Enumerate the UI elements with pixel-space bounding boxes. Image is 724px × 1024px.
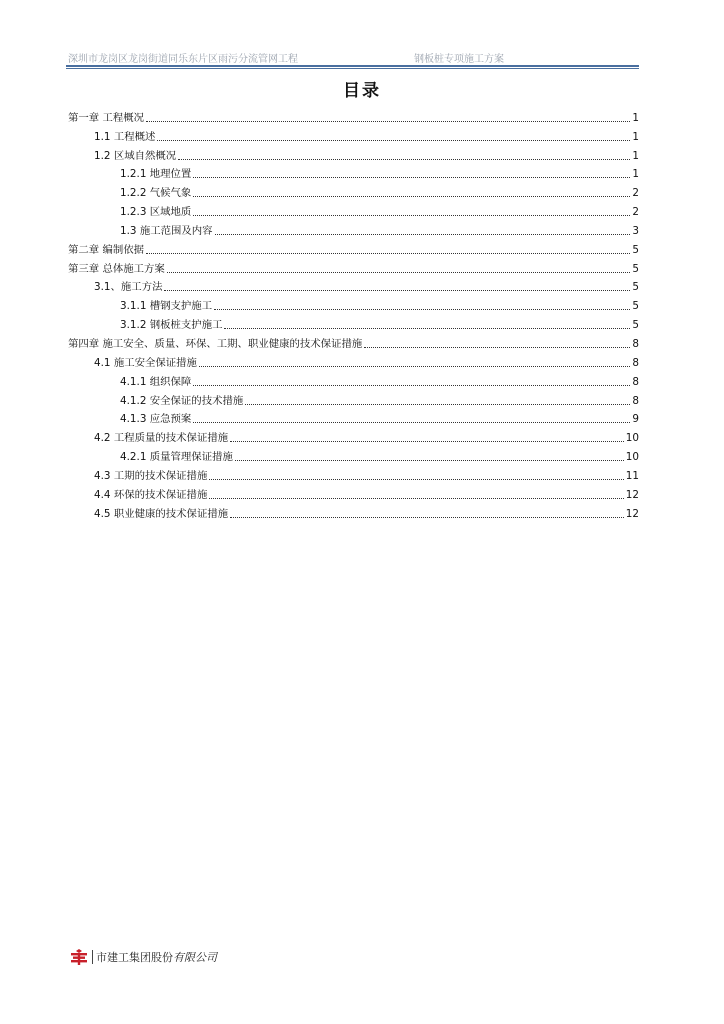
toc-leader bbox=[146, 120, 630, 122]
toc-leader bbox=[193, 214, 630, 216]
toc-entry[interactable] bbox=[68, 483, 639, 502]
footer-company-italic: 有限公司 bbox=[173, 951, 217, 964]
toc-page: 11 bbox=[625, 469, 639, 482]
toc-page: 8 bbox=[632, 337, 639, 350]
toc-label: 4.3 工期的技术保证措施 bbox=[94, 469, 208, 482]
toc-label: 1.2 区域自然概况 bbox=[94, 149, 177, 162]
toc-leader bbox=[215, 233, 631, 235]
toc-leader bbox=[209, 497, 623, 499]
toc-entry[interactable] bbox=[68, 370, 639, 389]
toc-label: 第一章 工程概况 bbox=[68, 111, 145, 124]
toc-page: 3 bbox=[632, 224, 639, 237]
toc-page: 5 bbox=[632, 243, 639, 256]
toc-entry[interactable] bbox=[68, 351, 639, 370]
toc-leader bbox=[364, 346, 630, 348]
table-of-contents bbox=[68, 106, 639, 521]
toc-page: 1 bbox=[632, 168, 639, 181]
toc-leader bbox=[193, 195, 630, 197]
toc-page: 1 bbox=[632, 111, 639, 124]
toc-label: 4.5 职业健康的技术保证措施 bbox=[94, 507, 229, 520]
toc-label: 第二章 编制依据 bbox=[68, 243, 145, 256]
toc-page: 12 bbox=[625, 488, 639, 501]
toc-page: 10 bbox=[625, 432, 639, 445]
toc-entry[interactable] bbox=[68, 408, 639, 427]
toc-label: 4.1 施工安全保证措施 bbox=[94, 356, 197, 369]
header-document-name: 钢板桩专项施工方案 bbox=[414, 54, 504, 65]
toc-label: 4.2.1 质量管理保证措施 bbox=[120, 451, 233, 464]
footer-company-plain: 市建工集团股份 bbox=[96, 951, 173, 964]
toc-leader bbox=[193, 421, 630, 423]
footer-company-name bbox=[96, 949, 217, 965]
header-rule-thick bbox=[66, 65, 639, 67]
toc-label: 3.1.1 槽钢支护施工 bbox=[120, 300, 213, 313]
toc-label: 4.2 工程质量的技术保证措施 bbox=[94, 432, 229, 445]
toc-entry[interactable] bbox=[68, 332, 639, 351]
toc-entry[interactable] bbox=[68, 426, 639, 445]
toc-label: 1.2.1 地理位置 bbox=[120, 168, 192, 181]
toc-label: 4.4 环保的技术保证措施 bbox=[94, 488, 208, 501]
toc-leader bbox=[178, 158, 630, 160]
header-project-name: 深圳市龙岗区龙岗街道同乐东片区雨污分流管网工程 bbox=[68, 54, 298, 65]
toc-page: 8 bbox=[632, 394, 639, 407]
toc-page: 1 bbox=[632, 130, 639, 143]
toc-page: 8 bbox=[632, 375, 639, 388]
toc-page: 2 bbox=[632, 206, 639, 219]
toc-leader bbox=[193, 384, 630, 386]
page-footer bbox=[70, 948, 217, 966]
toc-entry[interactable] bbox=[68, 313, 639, 332]
toc-entry[interactable] bbox=[68, 238, 639, 257]
toc-entry[interactable] bbox=[68, 445, 639, 464]
toc-leader bbox=[193, 176, 630, 178]
toc-leader bbox=[199, 365, 630, 367]
toc-leader bbox=[167, 271, 631, 273]
toc-page: 5 bbox=[632, 281, 639, 294]
toc-entry[interactable] bbox=[68, 144, 639, 163]
toc-page: 1 bbox=[632, 149, 639, 162]
toc-label: 3.1.2 钢板桩支护施工 bbox=[120, 319, 223, 332]
toc-label: 第三章 总体施工方案 bbox=[68, 262, 165, 275]
toc-label: 1.2.3 区域地质 bbox=[120, 206, 192, 219]
toc-entry[interactable] bbox=[68, 125, 639, 144]
toc-leader bbox=[230, 440, 624, 442]
toc-entry[interactable] bbox=[68, 276, 639, 295]
toc-page: 8 bbox=[632, 356, 639, 369]
toc-page: 10 bbox=[625, 451, 639, 464]
toc-label: 3.1、施工方法 bbox=[94, 281, 163, 294]
toc-entry[interactable] bbox=[68, 294, 639, 313]
toc-leader bbox=[230, 516, 624, 518]
toc-entry[interactable] bbox=[68, 219, 639, 238]
toc-label: 4.1.3 应急预案 bbox=[120, 413, 192, 426]
toc-page: 5 bbox=[632, 319, 639, 332]
page-header bbox=[68, 50, 638, 64]
toc-label: 4.1.1 组织保障 bbox=[120, 375, 192, 388]
header-rule-thin bbox=[66, 68, 639, 69]
toc-label: 1.1 工程概述 bbox=[94, 130, 156, 143]
toc-leader bbox=[209, 478, 623, 480]
toc-label: 1.3 施工范围及内容 bbox=[120, 224, 213, 237]
toc-leader bbox=[146, 252, 630, 254]
toc-leader bbox=[214, 308, 630, 310]
toc-entry[interactable] bbox=[68, 181, 639, 200]
toc-page: 5 bbox=[632, 300, 639, 313]
toc-entry[interactable] bbox=[68, 163, 639, 182]
toc-label: 4.1.2 安全保证的技术措施 bbox=[120, 394, 244, 407]
toc-label: 1.2.2 气候气象 bbox=[120, 187, 192, 200]
toc-page: 5 bbox=[632, 262, 639, 275]
toc-entry[interactable] bbox=[68, 502, 639, 521]
footer-separator bbox=[92, 950, 93, 964]
toc-leader bbox=[235, 459, 624, 461]
company-logo-icon bbox=[70, 949, 88, 965]
toc-leader bbox=[245, 403, 630, 405]
toc-entry[interactable] bbox=[68, 257, 639, 276]
page-title: 目录 bbox=[343, 81, 381, 101]
toc-entry[interactable] bbox=[68, 200, 639, 219]
toc-leader bbox=[157, 139, 630, 141]
toc-page: 12 bbox=[625, 507, 639, 520]
toc-entry[interactable] bbox=[68, 389, 639, 408]
toc-entry[interactable] bbox=[68, 106, 639, 125]
toc-page: 2 bbox=[632, 187, 639, 200]
toc-label: 第四章 施工安全、质量、环保、工期、职业健康的技术保证措施 bbox=[68, 337, 363, 350]
toc-leader bbox=[164, 289, 630, 291]
toc-page: 9 bbox=[632, 413, 639, 426]
toc-leader bbox=[224, 327, 630, 329]
toc-entry[interactable] bbox=[68, 464, 639, 483]
